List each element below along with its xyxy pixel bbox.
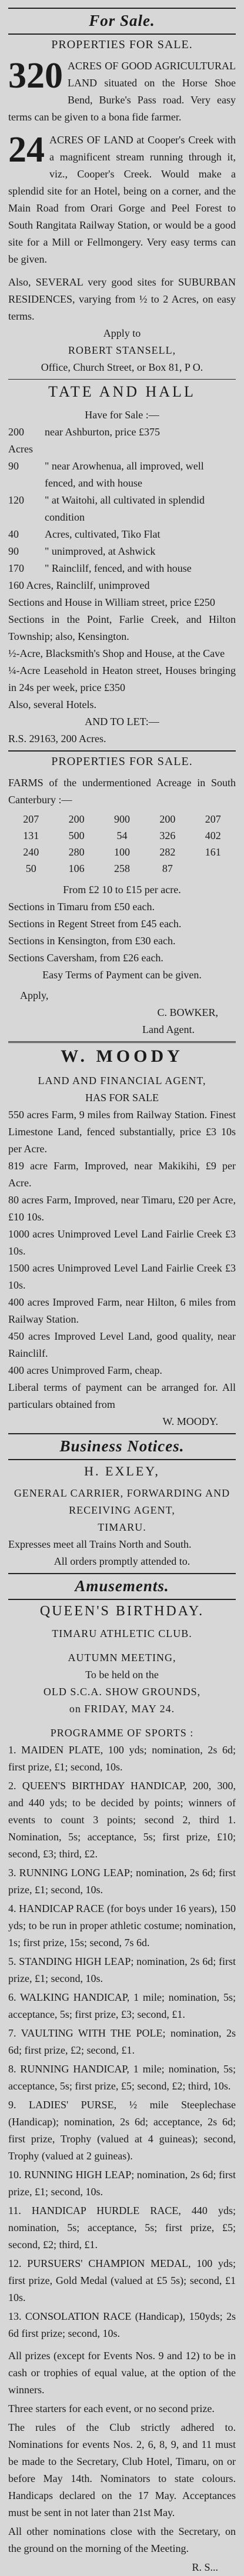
advert-heading: H. EXLEY,: [84, 1464, 160, 1478]
item-qty: 200 Acres: [8, 426, 33, 455]
programme-event: 8. RUNNING HANDICAP, 1 mile; nomination, 5s; acceptance, 5s; first prize, £5; second, £2; third, 10s.: [8, 2063, 236, 2092]
property-list: [8, 424, 236, 577]
table-cell: 87: [162, 863, 173, 874]
top-rule: [8, 8, 236, 9]
item-qty: 90: [8, 545, 19, 557]
table-cell: 50: [25, 863, 36, 874]
notes-paragraph: The rules of the Club strictly adhered to. Nominations for events Nos. 2, 6, 8, 9, and 11 must be made to the Secretary, Club Hotel, Timaru, on or before May 14th. Nominators to state colours. Handicaps declared on the 17 May. Acceptances must be sent in not later than 21st May.: [8, 2421, 236, 2518]
table-cell: 402: [205, 830, 221, 841]
property-paragraph: 450 acres Improved Level Land, good quality, near Rainclilf.: [8, 1330, 236, 1359]
advert-subtitle: GENERAL CARRIER, FORWARDING AND RECEIVING AGENT,: [14, 1487, 230, 1516]
club-name: TIMARU ATHLETIC CLUB.: [52, 1628, 192, 1639]
lot-text: ACRES OF LAND at Cooper's Creek with a magnificent stream running through it, viz., Cooper's Creek. Would make a splendid site for an Hotel, being on a corner, and the Main Road from Orari Gorge and Peel Forest to South Rangitata Railway Station, or would be a good site for a Mill or Fellmongery. Very easy terms can be given.: [8, 134, 236, 265]
list-item: [8, 424, 236, 458]
rule: [8, 1041, 236, 1043]
table-cell: 258: [113, 863, 130, 874]
section-banner-amusements: Amusements.: [75, 1577, 169, 1595]
item-qty: 90: [8, 460, 19, 472]
agent-name: ROBERT STANSELL,: [68, 344, 176, 356]
rule: [8, 1599, 236, 1600]
table-cell: 200: [159, 813, 176, 825]
rule: [8, 1459, 236, 1460]
advert-heading: TATE AND HALL: [48, 383, 196, 400]
table-cell: 326: [159, 830, 176, 841]
rule: [8, 750, 236, 752]
table-cell: 500: [68, 830, 85, 841]
programme-heading: PROGRAMME OF SPORTS :: [50, 1727, 194, 1739]
rule: [8, 33, 236, 35]
lot-text: ACRES OF GOOD AGRICULTURAL LAND situated on the Horse Shoe Bend, Burke's Pass road. Very easy terms can be given to a bona fide farmer.: [8, 60, 236, 123]
advert-subheading: Have for Sale :—: [85, 409, 159, 421]
advert-moody: [8, 1046, 236, 1430]
list-item: [8, 458, 236, 492]
programme-event: 1. MAIDEN PLATE, 100 yds; nomination, 2s 6d; first prize, £1; second, 10s.: [8, 1744, 236, 1773]
extra-line: ½-Acre, Blacksmith's Shop and House, at the Cave: [8, 648, 225, 659]
advert-subtitle: LAND AND FINANCIAL AGENT,: [38, 1075, 206, 1086]
reference-line: R.S. 29163, 200 Acres.: [8, 733, 106, 744]
table-cell: 240: [23, 846, 39, 858]
held-line: To be held on the: [85, 1669, 159, 1681]
table-row: [8, 860, 236, 877]
spacer: [8, 1718, 236, 1725]
section-banner-business: Business Notices.: [59, 1437, 185, 1455]
also-paragraph: Also, SEVERAL very good sites for SUBURBAN RESIDENCES, varying from ½ to 2 Acres, on easy terms.: [8, 276, 236, 322]
item-desc: " unimproved, at Ashwick: [45, 545, 156, 557]
advert-heading: PROPERTIES FOR SALE.: [51, 755, 193, 768]
extra-line: ¼-Acre Leasehold in Heaton street, Houses bringing in 24s per week, price £350: [8, 665, 236, 693]
item-qty: 120: [8, 494, 24, 506]
advert-heading: W. MOODY: [61, 1046, 183, 1066]
advert-athletic-club: [8, 1604, 236, 2576]
extra-line: 160 Acres, Rainclilf, unimproved: [8, 579, 150, 591]
item-desc: near Ashburton, price £375: [45, 426, 160, 438]
item-desc: " at Waitohi, all cultivated in splendid condition: [45, 494, 205, 523]
extra-line: Sections and House in William street, price £250: [8, 596, 215, 608]
list-item: [8, 526, 236, 543]
lot-number: 24: [8, 130, 45, 170]
table-cell: 100: [113, 846, 130, 858]
table-cell: 161: [205, 846, 221, 858]
date-line: on FRIDAY, MAY 24.: [69, 1703, 175, 1715]
property-paragraph: 80 acres Farm, Improved, near Timaru, £20 per Acre, £10 10s.: [8, 1194, 236, 1223]
extra-line: Sections in the Point, Farlie Creek, and Hilton Township; also, Kensington.: [8, 613, 236, 642]
advert-heading: QUEEN'S BIRTHDAY.: [39, 1604, 205, 1619]
list-item: [8, 492, 236, 526]
apply-label: Apply,: [20, 990, 49, 1001]
item-qty: 40: [8, 528, 19, 540]
programme-event: 10. RUNNING HIGH LEAP; nomination, 2s 6d; first prize, £1; second, 10s.: [8, 2169, 236, 2198]
programme-event: 9. LADIES' PURSE, ½ mile Steeplechase (Handicap); nomination, 2s 6d; acceptance, 2s 6d; first prize, Trophy (valued at 4 guineas); second, Trophy (valued at 2 guineas).: [8, 2099, 236, 2162]
intro-paragraph: FARMS of the undermentioned Acreage in South Canterbury :—: [8, 777, 236, 806]
programme-event: 2. QUEEN'S BIRTHDAY HANDICAP, 200, 300, and 440 yds; to be decided by points; winners of events to count 3 points; second 2, third 1. Nomination, 5s; acceptance, 5s; first prize, £10; second, £3; third, £2.: [8, 1780, 236, 1860]
table-cell: 207: [205, 813, 221, 825]
lot-number: 320: [8, 56, 63, 96]
expresses-line: Expresses meet all Trains North and South.: [8, 1538, 192, 1550]
table-row: [8, 844, 236, 860]
property-paragraph: 400 acres Unimproved Farm, cheap.: [8, 1364, 162, 1376]
table-cell: 900: [113, 813, 130, 825]
section-line: Sections Caversham, from £26 each.: [8, 952, 163, 964]
property-paragraph: 400 acres Improved Farm, near Hilton, 6 miles from Railway Station.: [8, 1296, 236, 1325]
to-let-label: AND TO LET:—: [85, 716, 159, 727]
agent-signature: W. MOODY.: [162, 1416, 218, 1427]
programme-event: 7. VAULTING WITH THE POLE; nomination, 2s 6d; first prize, £2; second, £1.: [8, 2027, 236, 2056]
advert-location: TIMARU.: [98, 1521, 146, 1533]
closing-paragraph: Liberal terms of payment can be arranged for. All particulars obtained from: [8, 1381, 236, 1410]
table-cell: [190, 860, 236, 877]
advert-tate-hall: [8, 383, 236, 747]
programme-event: 13. CONSOLATION RACE (Handicap), 150yds; 2s 6d first prize; second, 10s.: [8, 2310, 236, 2339]
rule: [8, 1573, 236, 1574]
table-cell: 280: [68, 846, 85, 858]
price-range: From £2 10 to £15 per acre.: [63, 884, 181, 895]
advert-stansell: [8, 38, 236, 376]
spacer: [8, 1642, 236, 1649]
agent-signature: C. BOWKER,: [157, 1007, 218, 1018]
advert-heading: PROPERTIES FOR SALE.: [51, 38, 193, 51]
section-line: Sections in Timaru from £50 each.: [8, 901, 155, 913]
programme-event: 12. PURSUERS' CHAMPION MEDAL, 100 yds; first prize, Gold Medal (valued at £5 5s); second, £1 10s.: [8, 2258, 236, 2303]
table-cell: 131: [23, 830, 39, 841]
item-desc: " near Arowhenua, all improved, well fenced, and with house: [45, 460, 204, 489]
property-paragraph: 550 acres Farm, 9 miles from Railway Station. Finest Limestone Land, fenced substantially, price £3 10s per Acre.: [8, 1109, 236, 1155]
section-line: Sections in Kensington, from £30 each.: [8, 935, 176, 947]
table-cell: 54: [116, 830, 128, 841]
section-line: Sections in Regent Street from £45 each.: [8, 918, 182, 930]
orders-line: All orders promptly attended to.: [54, 1555, 190, 1567]
table-cell: 106: [68, 863, 85, 874]
item-desc: " Rainclilf, fenced, and with house: [45, 562, 192, 574]
agent-address: Office, Church Street, or Box 81, P O.: [41, 361, 203, 373]
programme-event: 11. HANDICAP HURDLE RACE, 440 yds; nomination, 5s; acceptance, 5s; first prize, £5; second, £2; third, £1.: [8, 2205, 236, 2250]
acreage-table: [8, 811, 236, 877]
table-cell: 200: [68, 813, 85, 825]
list-item: [8, 560, 236, 577]
grounds-line: OLD S.C.A. SHOW GROUNDS,: [43, 1686, 201, 1698]
property-paragraph: 1000 acres Unimproved Level Land Fairlie Creek £3 10s.: [8, 1228, 236, 1257]
table-cell: 207: [23, 813, 39, 825]
table-cell: 282: [159, 846, 176, 858]
rule: [8, 1433, 236, 1434]
notes-paragraph: All prizes (except for Events Nos. 9 and 12) to be in cash or trophies of equal value, at the option of the winners.: [8, 2350, 236, 2396]
item-desc: Acres, cultivated, Tiko Flat: [45, 528, 161, 540]
signoff: R. S...: [192, 2561, 218, 2573]
section-banner-for-sale: For Sale.: [89, 12, 155, 29]
apply-label: Apply to: [103, 327, 141, 339]
advert-exley: [8, 1464, 236, 1570]
rule: [8, 379, 236, 380]
lot-paragraph: [8, 132, 236, 268]
extra-line: Also, several Hotels.: [8, 699, 96, 710]
notes-paragraph: All other nominations close with the Secretary, on the ground on the morning of the Meeting.: [8, 2525, 236, 2554]
programme-event: 6. WALKING HANDICAP, 1 mile; nomination, 5s; acceptance, 5s; first prize, £3; second, £1.: [8, 1991, 236, 2020]
advert-bowker: [8, 755, 236, 1038]
agent-title: Land Agent.: [142, 1024, 195, 1035]
terms-line: Easy Terms of Payment can be given.: [42, 969, 202, 981]
table-row: [8, 827, 236, 844]
event-name: AUTUMN MEETING,: [68, 1652, 176, 1663]
for-sale-label: HAS FOR SALE: [85, 1092, 159, 1103]
notes-paragraph: Three starters for each event, or no second prize.: [8, 2403, 215, 2414]
lot-paragraph: [8, 58, 236, 126]
property-paragraph: 819 acre Farm, Improved, near Makikihi, £9 per Acre.: [8, 1160, 236, 1189]
programme-event: 3. RUNNING LONG LEAP; nomination, 2s 6d; first prize, £1; second, 10s.: [8, 1867, 236, 1896]
list-item: [8, 543, 236, 560]
table-row: [8, 811, 236, 827]
programme-event: 4. HANDICAP RACE (for boys under 16 years), 150 yds; to be run in proper athletic costume; nomination, 1s; first prize, 15s; second, 7s 6d.: [8, 1903, 236, 1948]
property-paragraph: 1500 acres Unimproved Level Land Fairlie Creek £3 10s.: [8, 1262, 236, 1291]
item-qty: 170: [8, 562, 24, 574]
programme-event: 5. STANDING HIGH LEAP; nomination, 2s 6d; first prize, £1; second, 10s.: [8, 1956, 236, 1984]
